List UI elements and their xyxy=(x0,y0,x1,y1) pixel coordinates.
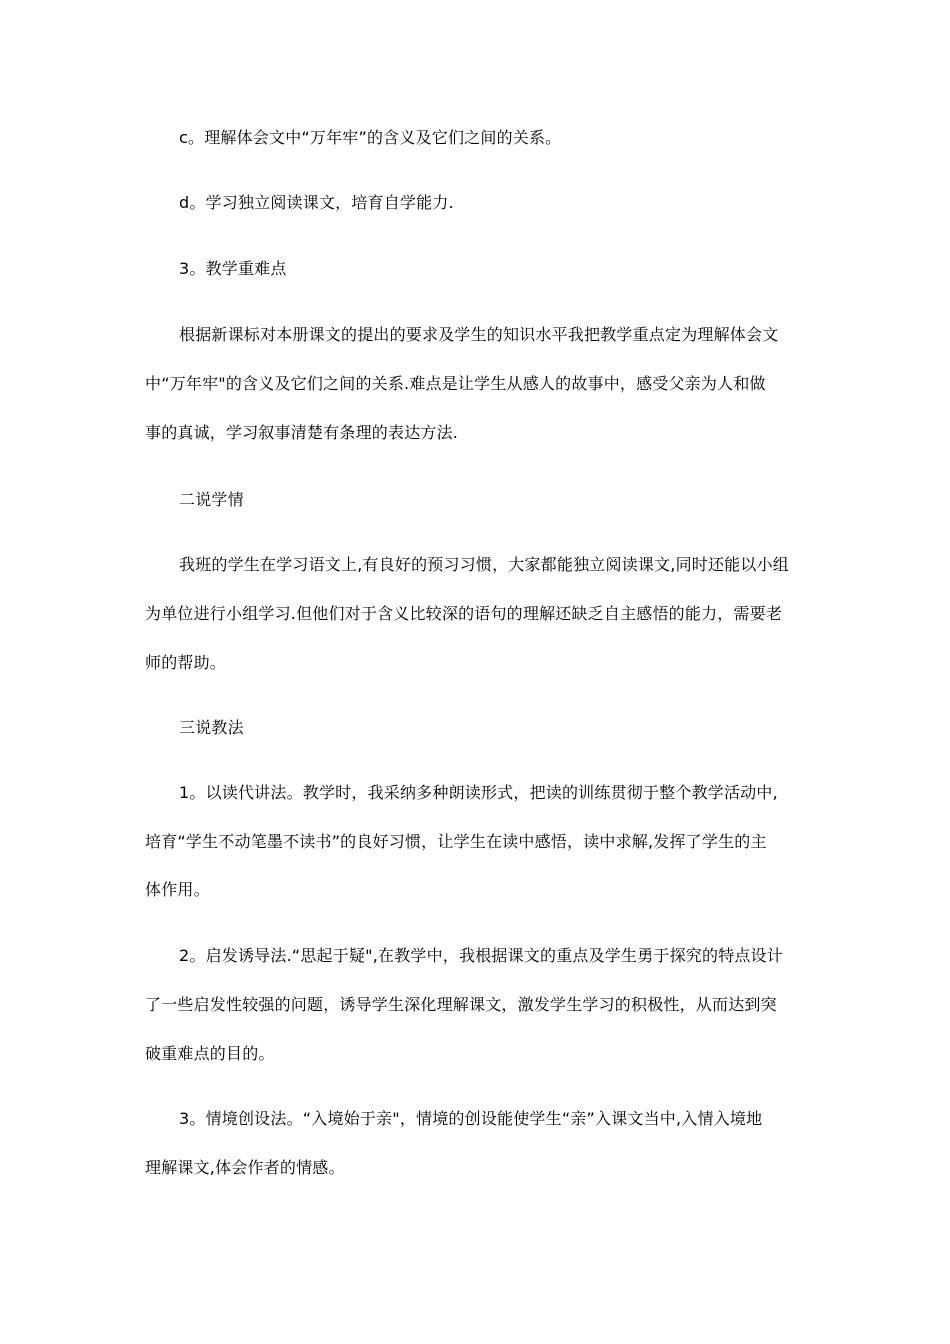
paragraph-line: 我班的学生在学习语文上,有良好的预习习惯，大家都能独立阅读课文,同时还能以小组 xyxy=(179,555,789,574)
paragraph-line: 为单位进行小组学习.但他们对于含义比较深的语句的理解还缺乏自主感悟的能力，需要老 xyxy=(145,604,783,623)
paragraph-line: 事的真诚，学习叙事清楚有条理的表达方法. xyxy=(145,423,459,442)
objective-d-line: d。学习独立阅读课文，培育自学能力. xyxy=(179,193,454,212)
method-2-line: 破重难点的目的。 xyxy=(145,1044,275,1063)
section-heading-key-points: 3。教学重难点 xyxy=(179,259,287,278)
method-2-line: 了一些启发性较强的问题，诱导学生深化理解课文，激发学生学习的积极性，从而达到突 xyxy=(145,995,777,1014)
method-2-line: 2。启发诱导法.“思起于疑",在教学中，我根据课文的重点及学生勇于探究的特点设计 xyxy=(179,946,784,965)
section-heading-teaching-methods: 三说教法 xyxy=(179,718,244,737)
method-1-line: 体作用。 xyxy=(145,880,210,899)
paragraph-line: 中“万年牢"的含义及它们之间的关系.难点是让学生从感人的故事中，感受父亲为人和做 xyxy=(145,374,766,393)
method-3-line: 理解课文,体会作者的情感。 xyxy=(145,1158,345,1177)
objective-c-line: c。理解体会文中“万年牢”的含义及它们之间的关系。 xyxy=(179,128,562,147)
method-1-line: 1。以读代讲法。教学时，我采纳多种朗读形式，把读的训练贯彻于整个教学活动中, xyxy=(179,783,778,802)
section-heading-student-analysis: 二说学情 xyxy=(179,490,244,509)
method-1-line: 培育“学生不动笔墨不读书”的良好习惯，让学生在读中感悟，读中求解,发挥了学生的主 xyxy=(145,832,767,851)
method-3-line: 3。情境创设法。“入境始于亲"，情境的创设能使学生“亲”入课文当中,入情入境地 xyxy=(179,1109,763,1128)
paragraph-line: 师的帮助。 xyxy=(145,653,227,672)
paragraph-line: 根据新课标对本册课文的提出的要求及学生的知识水平我把教学重点定为理解体会文 xyxy=(179,325,779,344)
